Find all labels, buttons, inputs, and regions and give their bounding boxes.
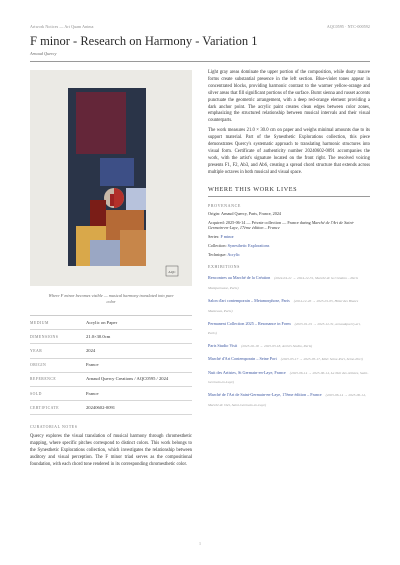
fact-value: France <box>86 362 99 368</box>
fact-value: France <box>86 390 99 396</box>
fact-label: SOLD <box>30 391 42 396</box>
provenance-technique: Technique: Acrylic <box>208 252 240 258</box>
exhibition-item <box>208 340 370 350</box>
series-link[interactable]: F minor <box>220 234 234 240</box>
lives-heading: WHERE THIS WORK LIVES <box>208 186 370 197</box>
fact-row-reference <box>30 373 192 387</box>
provenance-series: Series: F minor <box>208 234 234 240</box>
artist-name: Arnaud Quercy <box>30 51 57 56</box>
collection-link[interactable]: Synesthetic Explorations <box>227 243 270 249</box>
red-orange-block <box>90 200 106 230</box>
fact-row-origin <box>30 359 192 373</box>
exhibition-title[interactable]: Permanent Collection 2025 – Resonance in Form <box>208 320 291 326</box>
silver-block <box>126 188 146 210</box>
page-number: 1 <box>199 541 201 546</box>
breadcrumb: Artwork Notices — Art Quam Anima <box>30 24 94 29</box>
exhibition-item <box>208 389 370 408</box>
artwork-caption: Where F minor becomes visible — musical harmony translated into pure color <box>48 293 174 304</box>
exhibition-meta: (2025-06-14 → 2025-06-14, La Nuit des Artistes, Saint-Germain-en-Laye) <box>208 370 369 385</box>
artwork-painting <box>30 70 192 286</box>
technique-link[interactable]: Acrylic <box>227 252 240 258</box>
description-paragraph-1: Light gray areas dominate the upper portion of the composition, while dusty mauve forms create substantial presence in the left section. Blue-violet tones appear in concentrated blocks, providing harmonic contrast to the warmer yellow-orange and silver areas that fill significant portions of the surface. Burnt sienna and russet accents punctuate the geometric arrangement, with a deep red-orange element providing a dark anchor point. The acrylic paint creates clean edges between color zones, emphasizing the structured relationship between musical intervals and their visual counterparts. <box>208 70 370 124</box>
fact-value: 2024 <box>86 347 96 353</box>
fact-label: REFERENCE <box>30 377 57 382</box>
fact-value: 21.0×30.0cm <box>86 333 111 339</box>
curatorial-text: Quercy explores the visual translation of musical harmony through chromesthetic mapping, where specific pitches correspond to distinct colors. This work belongs to the Synesthetic Explorations collection, which investigates the relationship between auditory and visual perception. The F minor triad serves as the compositional foundation, with each chord tone rendered in its corresponding chromesthetic color. <box>30 434 192 467</box>
exhibitions-heading: EXHIBITIONS <box>208 263 240 269</box>
fact-value: 20240602-0091 <box>86 404 116 410</box>
fact-label: YEAR <box>30 348 43 353</box>
exhibition-title[interactable]: Rencontres au Marché de la Création <box>208 275 271 281</box>
fact-value: Acrylic on Paper <box>86 319 118 325</box>
exhibition-item <box>208 367 370 386</box>
artwork-image <box>30 70 192 286</box>
acquired-event: Marché de l'Art de Saint-Germain-en-Laye, 17ème édition – France <box>208 219 355 231</box>
provenance-collection: Collection: Synesthetic Explorations <box>208 243 270 249</box>
exhibition-item <box>208 272 370 291</box>
exhibition-meta: (2025-06-14 → 2025-06-14, Marché de l'Art, Saint-Germain-en-Laye) <box>208 393 366 407</box>
top-bar <box>30 24 370 32</box>
exhibition-meta: (2025-02-18 → 2025-03-18, Artist's Studio, Paris) <box>241 344 313 349</box>
right-column <box>208 70 370 408</box>
exhibition-meta: (2025-05-17 → 2025-05-17, MAC Seine-Port, Seine-Port) <box>280 357 363 362</box>
exhibition-meta: (2024-04-21 → 2024-12-31, Marché de la Création – Paris Montparnasse, Paris) <box>208 276 358 290</box>
curatorial-heading: CURATORIAL NOTES <box>30 425 78 430</box>
exhibition-title[interactable]: Marché d'Art Contemporain – Seine Port <box>208 356 277 362</box>
blue-violet-block <box>100 158 134 186</box>
exhibition-meta: (2025-01-01 → 2025-12-31, arnaudquercy.art, Paris) <box>208 321 361 336</box>
fact-row-sold <box>30 387 192 401</box>
facts-table <box>30 315 192 415</box>
fact-label: CERTIFICATE <box>30 405 60 410</box>
fact-label: DIMENSIONS <box>30 334 59 339</box>
exhibition-item <box>208 318 370 337</box>
exhibition-meta: (2024-12-26 → 2025-01-05, Hôtel des Blancs Manteaux, Paris) <box>208 298 359 313</box>
left-column <box>30 70 192 469</box>
description-paragraph-2: The work measures 21.0 × 30.0 cm on paper and weighs minimal amounts due to its support material. Part of the Synesthetic Explorations collection, this piece demonstrates Quercy's systematic approach to translating harmonic structures into visual form. Certificate of authenticity number 20240602-0091 accompanies the work, with the artist's signature located on the front right. The resolved voicing presents F1, F2, Ab3, and Ab6, creating a spread chord structure that extends across multiple octaves in both musical and visual space. <box>208 128 370 175</box>
notice-code: AQC0595 · NTC-000592 <box>326 24 370 29</box>
exhibition-item <box>208 295 370 314</box>
fact-value: Arnaud Quercy Creations / AQC0595 / 2024 <box>86 376 169 382</box>
exhibition-title[interactable]: Salon d'art contemporain – Metamorphose, Paris <box>208 297 290 303</box>
exhibition-title[interactable]: Paris Studio Visit <box>208 343 238 349</box>
provenance-heading: PROVENANCE <box>208 202 241 208</box>
signature-mark: AQC <box>168 270 176 274</box>
notice-page <box>30 24 370 544</box>
exhibition-title[interactable]: Nuit des Artistes, St Germain-en-Laye, France <box>208 369 286 375</box>
fact-row-certificate <box>30 401 192 415</box>
fact-label: MEDIUM <box>30 320 49 325</box>
provenance-acquired: Acquired: 2025-06-14 — Private collection — France during Marché de l'Art de Saint-Germain-en-Laye, 17ème édition – France <box>208 219 355 231</box>
header-divider <box>30 61 370 62</box>
exhibition-title[interactable]: Marché de l'Art de Saint-Germain-en-Laye, 17ème édition – France <box>208 392 322 398</box>
fact-row-dimensions <box>30 330 192 344</box>
page-title: F minor - Research on Harmony - Variation 1 <box>30 34 258 48</box>
fact-row-medium <box>30 316 192 330</box>
fact-row-year <box>30 344 192 358</box>
provenance-origin: Origin: Arnaud Quercy, Paris, France, 2024 <box>208 210 282 216</box>
fact-label: ORIGIN <box>30 363 47 368</box>
